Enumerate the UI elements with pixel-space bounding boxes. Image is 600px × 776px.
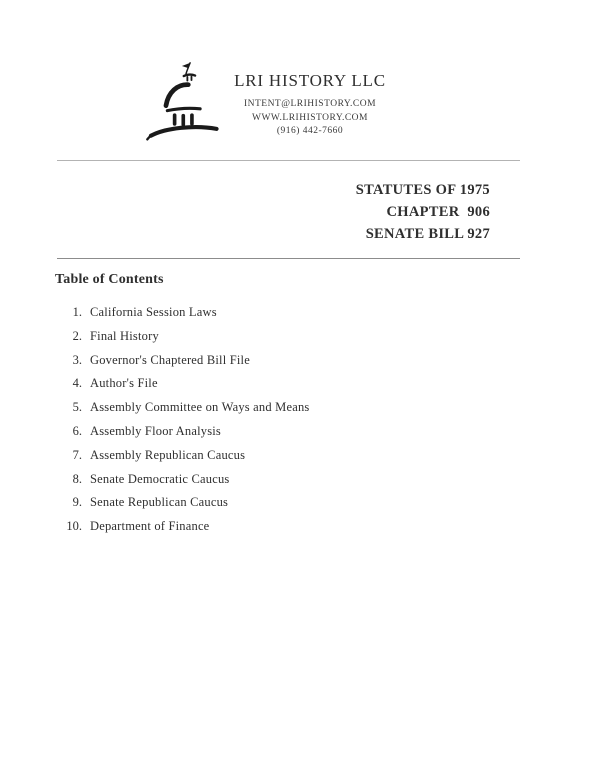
list-item-number: 4. — [72, 376, 82, 391]
horizontal-rule-bottom — [57, 258, 520, 259]
list-item — [55, 376, 475, 400]
list-item-label: Governor's Chaptered Bill File — [90, 352, 250, 367]
list-item-label: Assembly Floor Analysis — [90, 423, 221, 438]
list-item — [55, 353, 475, 377]
horizontal-rule-top — [57, 160, 520, 161]
company-name: LRI HISTORY LLC — [234, 71, 386, 90]
chapter-line: CHAPTER 906 — [386, 204, 490, 220]
list-item-number: 5. — [72, 400, 82, 415]
toc-heading: Table of Contents — [55, 272, 164, 287]
company-phone: (916) 442-7660 — [276, 126, 344, 136]
company-website: WWW.LRIHISTORY.COM — [252, 112, 368, 123]
list-item — [55, 305, 475, 329]
list-item-label: Author's File — [90, 376, 158, 391]
list-item-label: Final History — [90, 328, 159, 343]
list-item — [55, 329, 475, 353]
list-item — [55, 472, 475, 496]
list-item — [55, 400, 475, 424]
bill-reference-block — [0, 179, 490, 245]
list-item — [55, 495, 475, 519]
list-item-number: 6. — [72, 423, 82, 438]
list-item-label: Senate Democratic Caucus — [90, 471, 230, 486]
list-item-label: California Session Laws — [90, 305, 217, 319]
list-item-number: 2. — [72, 328, 82, 343]
letterhead — [205, 71, 415, 139]
company-email: INTENT@LRIHISTORY.COM — [243, 99, 377, 109]
list-item-number: 9. — [72, 495, 82, 510]
list-item-number: 3. — [72, 352, 82, 367]
list-item-label: Assembly Republican Caucus — [90, 447, 246, 462]
list-item-label: Senate Republican Caucus — [90, 495, 229, 510]
list-item-number: 10. — [66, 519, 82, 534]
list-item-label: Department of Finance — [90, 519, 210, 534]
list-item — [55, 424, 475, 448]
senate-bill-line: SENATE BILL 927 — [365, 226, 490, 242]
toc-list — [55, 305, 475, 543]
list-item-number: 8. — [72, 471, 82, 486]
list-item-number: 1. — [72, 305, 82, 319]
statutes-line: STATUTES OF 1975 — [355, 182, 490, 198]
list-item — [55, 519, 475, 543]
list-item — [55, 448, 475, 472]
list-item-label: Assembly Committee on Ways and Means — [90, 400, 310, 415]
list-item-number: 7. — [72, 447, 82, 462]
